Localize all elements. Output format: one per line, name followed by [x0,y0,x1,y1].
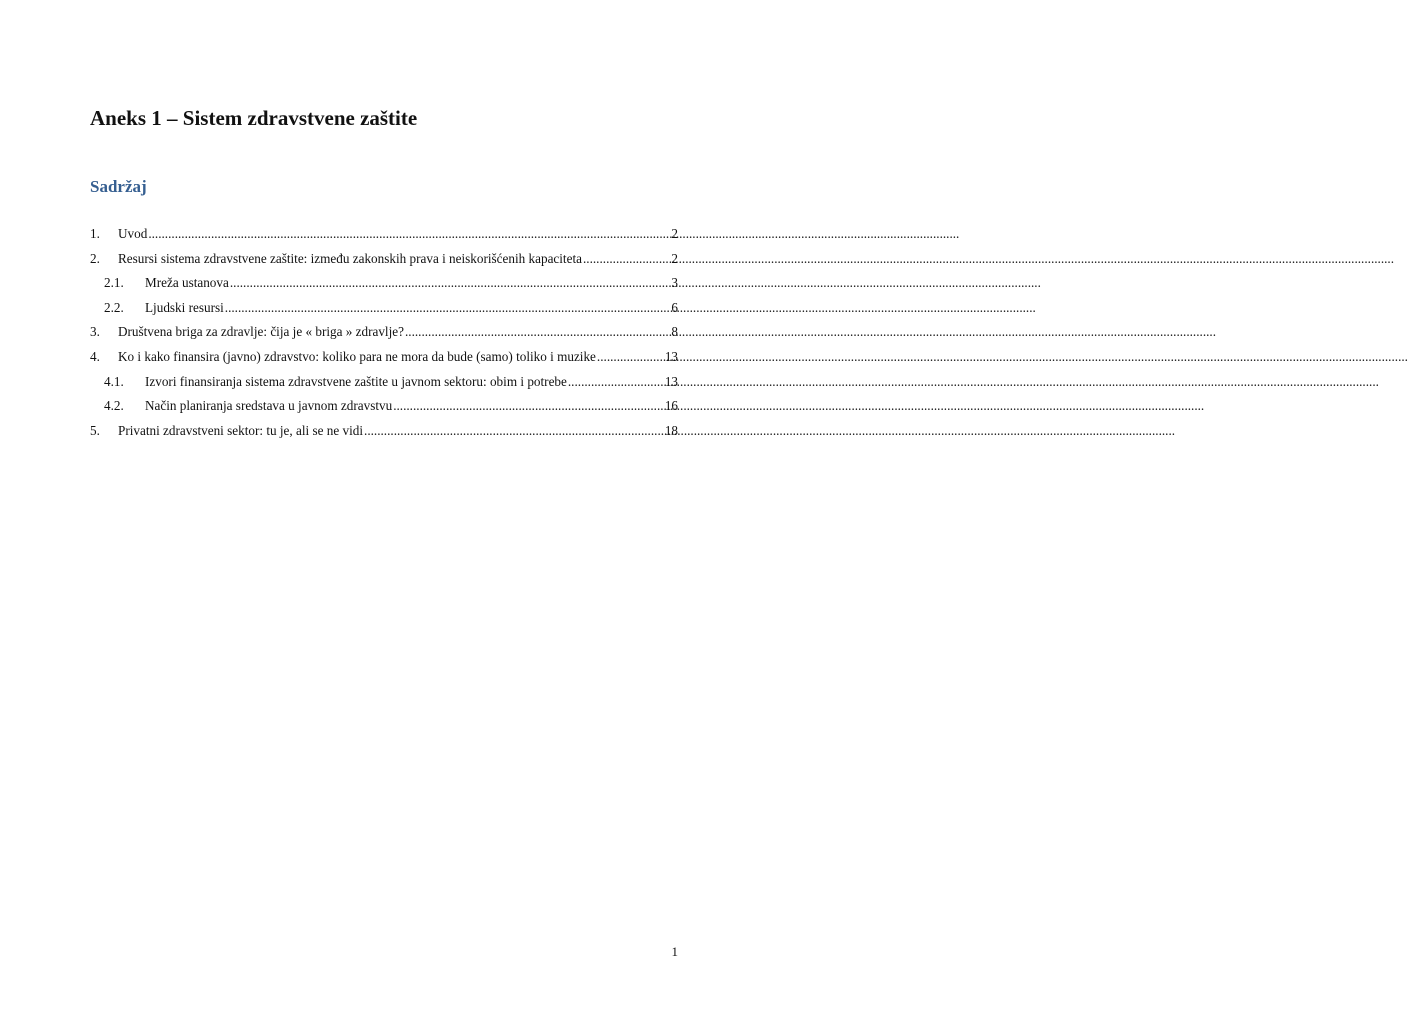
page-number: 1 [671,944,678,959]
toc-entry[interactable] [90,345,678,369]
toc-entry[interactable] [104,370,678,394]
toc-entry-title[interactable]: Uvod [118,226,148,241]
toc-entry-number: 4.1. [104,373,124,389]
toc-entry-page[interactable]: 6 [671,299,678,315]
toc-entry-page[interactable]: 13 [664,373,678,389]
toc-entry-page[interactable]: 18 [664,422,678,438]
toc-heading: Sadržaj [90,177,147,196]
toc-entry-number: 4.2. [104,398,124,414]
toc-dot-leader [225,296,671,320]
toc-dot-leader [148,222,670,246]
toc-dot-leader [583,247,670,271]
toc-dot-leader [230,271,671,295]
toc-entry[interactable] [104,271,678,295]
toc-entry-number: 2.2. [104,299,124,315]
toc-entry[interactable] [90,222,678,246]
toc-entry-title[interactable]: Privatni zdravstveni sektor: tu je, ali se ne vidi [118,422,364,438]
toc-dot-leader [568,370,664,394]
toc-entry-number: 1. [90,226,100,241]
toc-entry[interactable] [104,394,678,418]
toc-entry[interactable] [90,247,678,271]
toc-entry[interactable] [90,419,678,443]
toc-entry-page[interactable]: 13 [664,349,678,364]
toc-dot-leader [597,345,664,369]
toc-entry-page[interactable]: 3 [671,275,678,291]
toc-entry-title[interactable]: Resursi sistema zdravstvene zaštite: između zakonskih prava i neiskorišćenih kapaciteta [118,250,582,266]
toc-entry-title[interactable]: Ko i kako finansira (javno) zdravstvo: koliko para ne mora da bude (samo) toliko i muzike [118,349,596,364]
toc-entry-number: 4. [90,349,100,364]
document-title: Aneks 1 – Sistem zdravstvene zaštite [90,106,418,130]
toc-entry-number: 5. [90,422,100,438]
toc-entry[interactable] [90,320,678,344]
toc-entry-title[interactable]: Izvori finansiranja sistema zdravstvene zaštite u javnom sektoru: obim i potrebe [145,373,567,389]
toc-entry-title[interactable]: Mreža ustanova [145,275,229,291]
toc-entry-title[interactable]: Način planiranja sredstava u javnom zdravstvu [145,398,393,414]
toc-entry-page[interactable]: 8 [671,324,678,340]
toc-entry-page[interactable]: 2 [671,226,678,241]
toc-dot-leader [405,320,670,344]
toc-entry-number: 3. [90,324,100,340]
toc-dot-leader [364,419,664,443]
toc-entry-page[interactable]: 2 [671,250,678,266]
toc-entry-title[interactable]: Društvena briga za zdravlje: čija je « briga » zdravlje? [118,324,404,340]
toc-entry-number: 2. [90,250,100,266]
toc-entry-number: 2.1. [104,275,124,291]
toc-entry[interactable] [104,296,678,320]
toc-entry-page[interactable]: 16 [664,398,678,414]
toc-dot-leader [393,394,664,418]
toc-entry-title[interactable]: Ljudski resursi [145,299,224,315]
